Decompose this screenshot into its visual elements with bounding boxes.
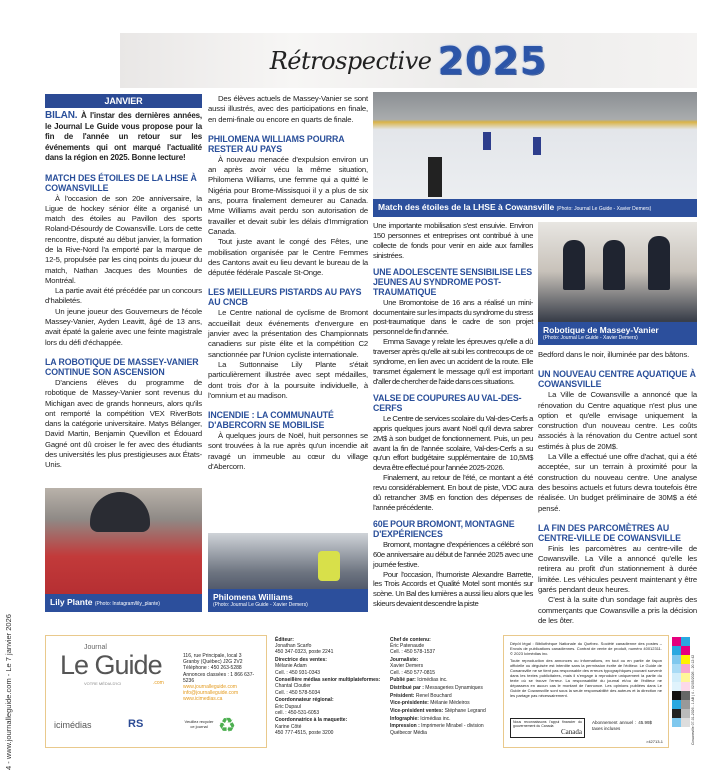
- staff-value: Mélanie Médeiros: [430, 700, 470, 707]
- staff-entry: [275, 677, 387, 696]
- lead-text: À l'instar des dernières années, le Journal Le Guide vous propose pour la fin de l'année un retour sur les événements qui ont marqué l'actualité dans la région en 2025. Bonne lecture!: [45, 111, 202, 162]
- staff-entry: [390, 708, 502, 714]
- paragraph: D'anciens élèves du programme de robotique de Massey-Vanier sont revenus du Michigan avec de grands honneurs, alors qu'ils ont remporté la compétition VEX RiverBots dans la catégorie universitaire. Matys Bélanger, David Martin, Benjamin Quevillon et Édouard Gagné ont dû croiser le fer avec des étudiants des universités les plus prestigieuses aux États-Unis.: [45, 377, 202, 470]
- color-swatch: [681, 691, 690, 700]
- color-swatch: [672, 655, 681, 664]
- paragraph: Un jeune joueur des Gouverneurs de l'école Massey-Vanier, Ayden Leavitt, âgé de 13 ans, avait épaté la galerie avec une feinte magistrale lors du défi d'échappée.: [45, 306, 202, 347]
- lead-keyword: BILAN.: [45, 110, 78, 121]
- address-line: Granby (Québec) J2G 2V2: [183, 659, 243, 666]
- student-shape: [648, 236, 670, 290]
- article-title: VALSE DE COUPURES AU VAL-DES-CERFS: [373, 392, 522, 413]
- legal-notice: Toute reproduction des annonces ou informations, en tout ou en partie de façon officielle ou déguisée est interdite sans la permission écrite de l'éditeur. Le Guide de Cowansville ne se tient pas responsable des erreurs typographiques pouvant survenir dans les textes publicitaires, mais il s'engage à reproduire uniquement la partie du texte où se trouve l'erreur. La responsabilité du journal et/ou de l'éditeur ne dépassera en aucun cas le montant de l'annonce. Les opinions publiées dans Le Guide de Cowansville sont sous la seule responsabilité des auteurs et la direction ne les partage pas nécessairement.: [510, 658, 662, 698]
- staff-entry: [390, 685, 502, 691]
- staff-line: Karine Côté: [275, 723, 302, 730]
- print-slug: Cowansville 07-01-2026 - 1 AB | 4 - 02/05/2026 - 20:12:42: [691, 654, 695, 745]
- staff-value: Messageries Dynamiques: [425, 684, 483, 691]
- staff-role: Coordonnateur régional:: [275, 697, 334, 704]
- canada-wordmark: Canada: [561, 728, 582, 736]
- paragraph: Des élèves actuels de Massey-Vanier se sont aussi illustrés, avec des participations en finale, en demi-finale ou encore en quarts de finale.: [208, 94, 368, 124]
- photo-caption: Robotique de Massey-Vanier (Photo: Journal Le Guide - Xavier Demers): [538, 322, 697, 345]
- staff-role: Éditeur:: [275, 637, 294, 643]
- article-title: LA FIN DES PARCOMÈTRES AU CENTRE-VILLE DE COWANSVILLE: [538, 522, 681, 543]
- color-swatch: [681, 646, 690, 655]
- address-block: [183, 653, 265, 703]
- recycle-icon: ♻: [218, 715, 236, 737]
- paragraph: Une Bromontoise de 16 ans a réalisé un mini-documentaire sur les impacts du syndrome du stress post-traumatique dans le cadre de son projet personnel de fin d'année.: [373, 297, 533, 337]
- recycle-text: Veuillez recycler ce journal: [184, 719, 214, 729]
- staff-line: Jonathan Scarfo: [275, 643, 312, 650]
- photo-caption: Lily Plante (Photo: Instagram/lily_plante): [45, 594, 202, 612]
- column-4: [538, 350, 697, 626]
- staff-entry: [390, 693, 502, 699]
- color-swatch: [672, 700, 681, 709]
- staff-value: Renel Bouchard: [415, 692, 452, 699]
- staff-role: Impression :: [390, 723, 420, 730]
- staff-list-2: [390, 637, 502, 737]
- job-code: >42713-1: [645, 739, 663, 744]
- paragraph: À l'occasion de son 20e anniversaire, la Ligue de hockey sénior élite a organisé un match des étoiles au Pavillon des sports Roland-Désourdy de Cowansville. Lors de cette rencontre, disputé au début janvier, la formation de la Rive-Nord l'a emporté par la marque de 12-5, propulsée par les cinq points du joueur du match, Nathan Jacques des Mounties de Montréal.: [45, 193, 202, 285]
- color-swatch: [672, 682, 681, 691]
- color-swatch: [681, 637, 690, 646]
- staff-line: Xavier Demers: [390, 663, 424, 670]
- paragraph: Bromont, montagne d'expériences a célébré son 60e anniversaire au début de l'année 2025 avec une journée festive.: [373, 539, 533, 569]
- paragraph: Une importante mobilisation s'est ensuivie. Environ 150 personnes et entreprises ont contribué à une collecte de fonds pour venir en aide aux familles sinistrées.: [373, 221, 533, 260]
- staff-role: Distribué par :: [390, 684, 424, 691]
- article-title: LES MEILLEURS PISTARDS AU PAYS AU CNCB: [208, 287, 362, 308]
- banner-title-script: Rétrospective: [269, 46, 432, 75]
- banner-title-year: 2025: [437, 38, 548, 83]
- staff-line: cell. : 450-531-6053: [275, 709, 320, 716]
- staff-entry: [390, 677, 502, 683]
- staff-line: Mélanie Adam: [275, 663, 307, 670]
- staff-entry: [390, 637, 502, 656]
- photo-caption: Match des étoiles de la LHSE à Cowansville (Photo: Journal Le Guide - Xavier Demers): [373, 199, 697, 217]
- staff-role: Vice-présidente:: [390, 700, 429, 707]
- email-link[interactable]: info@journalleguide.com: [183, 690, 239, 697]
- yellow-jacket-shape: [318, 551, 340, 581]
- staff-role: Directrice des ventes:: [275, 657, 327, 664]
- column-1: [45, 94, 202, 471]
- article-title: UNE ADOLESCENTE SENSIBILISE LES JEUNES AU SYNDROME POST-TRAUMATIQUE: [373, 266, 533, 297]
- paragraph: Pour l'occasion, l'humoriste Alexandre Barrette, les Trois Accords et Qualité Motel sont montés sur scène. Un Bal des lumières a aussi lieu alors que les skieurs devaient descendre la piste: [373, 569, 533, 609]
- icimedias-logo: icimédias: [54, 720, 92, 730]
- photo-caption: Philomena Williams (Photo: Journal Le Guide - Xavier Demers): [208, 589, 368, 612]
- paragraph: La Suttonnaise Lily Plante s'était particulièrement illustrée avec sept médailles, dont trois d'or à la poursuite individuelle, à l'omnium et au madison.: [208, 359, 368, 400]
- paragraph: Tout juste avant le congé des Fêtes, une mobilisation organisée par le Centre Femmes des Cantons avait eu lieu devant le bureau de la députée fédérale Pascale St-Onge.: [208, 237, 368, 278]
- staff-line: Cell. : 450 578-1537: [390, 649, 436, 656]
- color-swatch: [672, 673, 681, 682]
- phone-line: Téléphone : 450 263-5288: [183, 665, 242, 672]
- color-swatch: [672, 646, 681, 655]
- publisher-box: [45, 635, 267, 748]
- color-swatch: [681, 673, 690, 682]
- staff-role: Chef de contenu:: [390, 637, 431, 643]
- photo-hockey-match: [373, 92, 697, 217]
- color-swatch: [672, 691, 681, 700]
- color-swatch: [672, 718, 681, 727]
- staff-line: 450 347-0323, poste 2241: [275, 649, 334, 656]
- staff-line: Cell. : 450 931-0343: [275, 669, 321, 676]
- masthead-footer: [45, 635, 697, 748]
- staff-line: Éric Dupaul: [275, 703, 301, 710]
- color-swatch: [681, 682, 690, 691]
- paragraph: La partie avait été précédée par un concours d'habiletés.: [45, 286, 202, 306]
- paragraph: Emma Savage y relate les épreuves qu'elle a dû traverser après qu'elle ait subi les contrecoups de ce syndrome, en lien avec un accident de la route. Elle transmet également le message qu'il est important d'aller de chercher de l'aide dans ces situations.: [373, 337, 533, 386]
- canada-funding-text: Nous reconnaissons l'appui financier du gouvernement du Canada: [513, 720, 582, 728]
- player-shape: [533, 137, 541, 155]
- staff-entry: [390, 716, 502, 722]
- paragraph-continuation: Bedford dans le noir, illuminée par des bâtons.: [538, 350, 690, 359]
- paragraph: Finalement, au retour de l'été, ce montant a été revu considérablement. En bout de piste, VDC aura dû retrancher 3M$ en fonction des dépenses de l'année précédente.: [373, 473, 533, 512]
- paragraph: Le Centre national de cyclisme de Bromont accueillait deux événements d'envergure en janvier avec la présentation des Championnats canadiens sur piste élite et la compétition C2 sanctionnée par l'Union cycliste internationale.: [208, 308, 368, 359]
- staff-role: Infographie:: [390, 715, 419, 722]
- rs-logo: RS: [128, 718, 144, 730]
- article-title: LA ROBOTIQUE DE MASSEY-VANIER CONTINUE SON ASCENSION: [45, 356, 199, 377]
- paragraph: Finis les parcomètres au centre-ville de Cowansville. La Ville a annoncé qu'elle les retirera au profit d'un stationnement à durée limitée. Les véhicules peuvent maintenant y être garés pendant deux heures.: [538, 543, 697, 595]
- color-registration-bar: [672, 637, 690, 745]
- staff-entry: [390, 700, 502, 706]
- staff-line: Cell. : 450 577-0815: [390, 669, 436, 676]
- staff-entry: [275, 697, 387, 716]
- paragraph: La Ville de Cowansville a annoncé que la rénovation du Centre aquatique n'est plus une option et qu'elle envisage uniquement la construction d'un nouveau centre. Les coûts associés à la rénovation du Centre actuel sont estimés à plus de 20M$.: [538, 390, 697, 451]
- paragraph: À nouveau menacée d'expulsion environ un an après avoir vécu la même situation, Philomena Williams, une femme qui a quitté le Nigéria pour Brome-Missisquoi il y a plus de six ans, pourra finalement demeurer au Canada. Mme Williams avait perdu son autorisation de travailler et devait subir les délais d'Immigration Canada.: [208, 154, 368, 236]
- paragraph: Le Centre de services scolaire du Val-des-Cerfs a appris quelques jours avant Noël qu'il devra sabrer 2M$ à son budget de fonctionnement. Puis, un peu avant la fin de l'année scolaire, Val-des-Cerfs a su qu'un effort budgétaire supplémentaire de 10,5M$ devra être effectué pour l'année 2025-2026.: [373, 413, 533, 473]
- staff-entry: [275, 657, 387, 676]
- staff-line: Éric Patenaude: [390, 643, 425, 650]
- staff-role: Vice-président ventes:: [390, 708, 444, 715]
- color-swatch: [672, 637, 681, 646]
- staff-role: Journaliste:: [390, 657, 419, 664]
- paragraph: À quelques jours de Noël, huit personnes se sont trouvées à la rue après qu'un incendie ait ravagé un immeuble au cœur du village d'Abercorn.: [208, 431, 368, 472]
- staff-entry: [390, 657, 502, 676]
- legal-deposit: Dépôt légal : Bibliothèque Nationale du Québec. Société canadienne des postes – Envois de publications canadiennes. Contrat de vente de produit, numéro 40012311. © 2023 Icimédias inc.: [510, 641, 662, 656]
- staff-value: Imprimerie Mirabel - division Québecor Média: [390, 723, 484, 736]
- color-swatch: [681, 709, 690, 718]
- student-shape: [603, 240, 625, 290]
- address-line: 116, rue Principale, local 3: [183, 653, 242, 659]
- article-title: 60E POUR BROMONT, MONTAGNE D'EXPÉRIENCES: [373, 518, 515, 539]
- staff-line: Cell. : 450 578-5034: [275, 689, 321, 696]
- month-bar: JANVIER: [45, 94, 202, 108]
- classifieds-line: Annonces classées : 1 866 637-5236: [183, 671, 255, 684]
- staff-role: Conseillère médias senior multiplateformes:: [275, 677, 381, 684]
- color-swatch: [672, 664, 681, 673]
- staff-entry: [275, 637, 387, 656]
- lead-paragraph: [45, 111, 202, 164]
- staff-role: Président:: [390, 692, 415, 699]
- article-title: INCENDIE : LA COMMUNAUTÉ D'ABERCORN SE MOBILISE: [208, 410, 334, 431]
- staff-line: Chantal Cloutier: [275, 683, 311, 690]
- logo-main: Le Guide: [60, 650, 162, 680]
- staff-entry: [275, 717, 387, 736]
- staff-list-1: [275, 637, 387, 738]
- le-guide-logo: [60, 644, 170, 688]
- website-link[interactable]: www.journalleguide.com: [183, 684, 237, 691]
- color-swatch: [681, 718, 690, 727]
- staff-value: Icimédias inc.: [417, 677, 448, 684]
- article-title: MATCH DES ÉTOILES DE LA LHSE À COWANSVILLE: [45, 172, 197, 193]
- logo-com: .com: [153, 680, 164, 686]
- page-folio: 4 - www.journalleguide.com - Le 7 janvier 2026: [4, 614, 13, 770]
- paragraph: C'est à la suite d'un sondage fait auprès des commerçants que Cowansville a pris la décision de les ôter.: [538, 595, 697, 625]
- article-title: PHILOMENA WILLIAMS POURRA RESTER AU PAYS: [208, 133, 345, 154]
- color-swatch: [681, 700, 690, 709]
- staff-entry: [390, 723, 502, 735]
- staff-value: Stéphane Legrand: [444, 708, 486, 715]
- color-swatch: [681, 655, 690, 664]
- referee-shape: [428, 157, 442, 197]
- staff-role: Coordonnatrice à la maquette:: [275, 717, 348, 724]
- legal-box: [503, 635, 669, 748]
- logo-tagline: VOTRE MÉDIA D'ICI: [84, 681, 122, 686]
- canada-funding-box: [510, 718, 585, 738]
- paragraph: La Ville a effectué une offre d'achat, qui a été acceptée, sur un terrain à proximité pour la construction du nouveau centre. Une analyse des besoins actuels et futurs devra toutefois être réalisée. Un budget préliminaire de 30M$ a été pensé.: [538, 452, 697, 513]
- color-swatch: [681, 664, 690, 673]
- photo-robotics: [538, 222, 697, 345]
- helmet-shape: [90, 492, 150, 532]
- photo-lily-plante: [45, 488, 202, 612]
- student-shape: [563, 240, 585, 290]
- header-banner: [120, 33, 697, 88]
- player-shape: [483, 132, 491, 150]
- logo-journal: Journal: [84, 644, 107, 651]
- column-2: [208, 94, 368, 472]
- article-title: UN NOUVEAU CENTRE AQUATIQUE À COWANSVILLE: [538, 369, 696, 390]
- subscription-text: Abonnement annuel : 45.99$ taxes incluses: [592, 720, 652, 731]
- photo-philomena-williams: [208, 533, 368, 612]
- icimedias-link[interactable]: www.icimedias.ca: [183, 696, 223, 703]
- column-3: [373, 221, 533, 609]
- staff-role: Publié par:: [390, 677, 416, 684]
- color-swatch: [672, 709, 681, 718]
- staff-value: Icimédias inc.: [420, 715, 451, 722]
- staff-line: 450 777-4515, poste 3200: [275, 729, 334, 736]
